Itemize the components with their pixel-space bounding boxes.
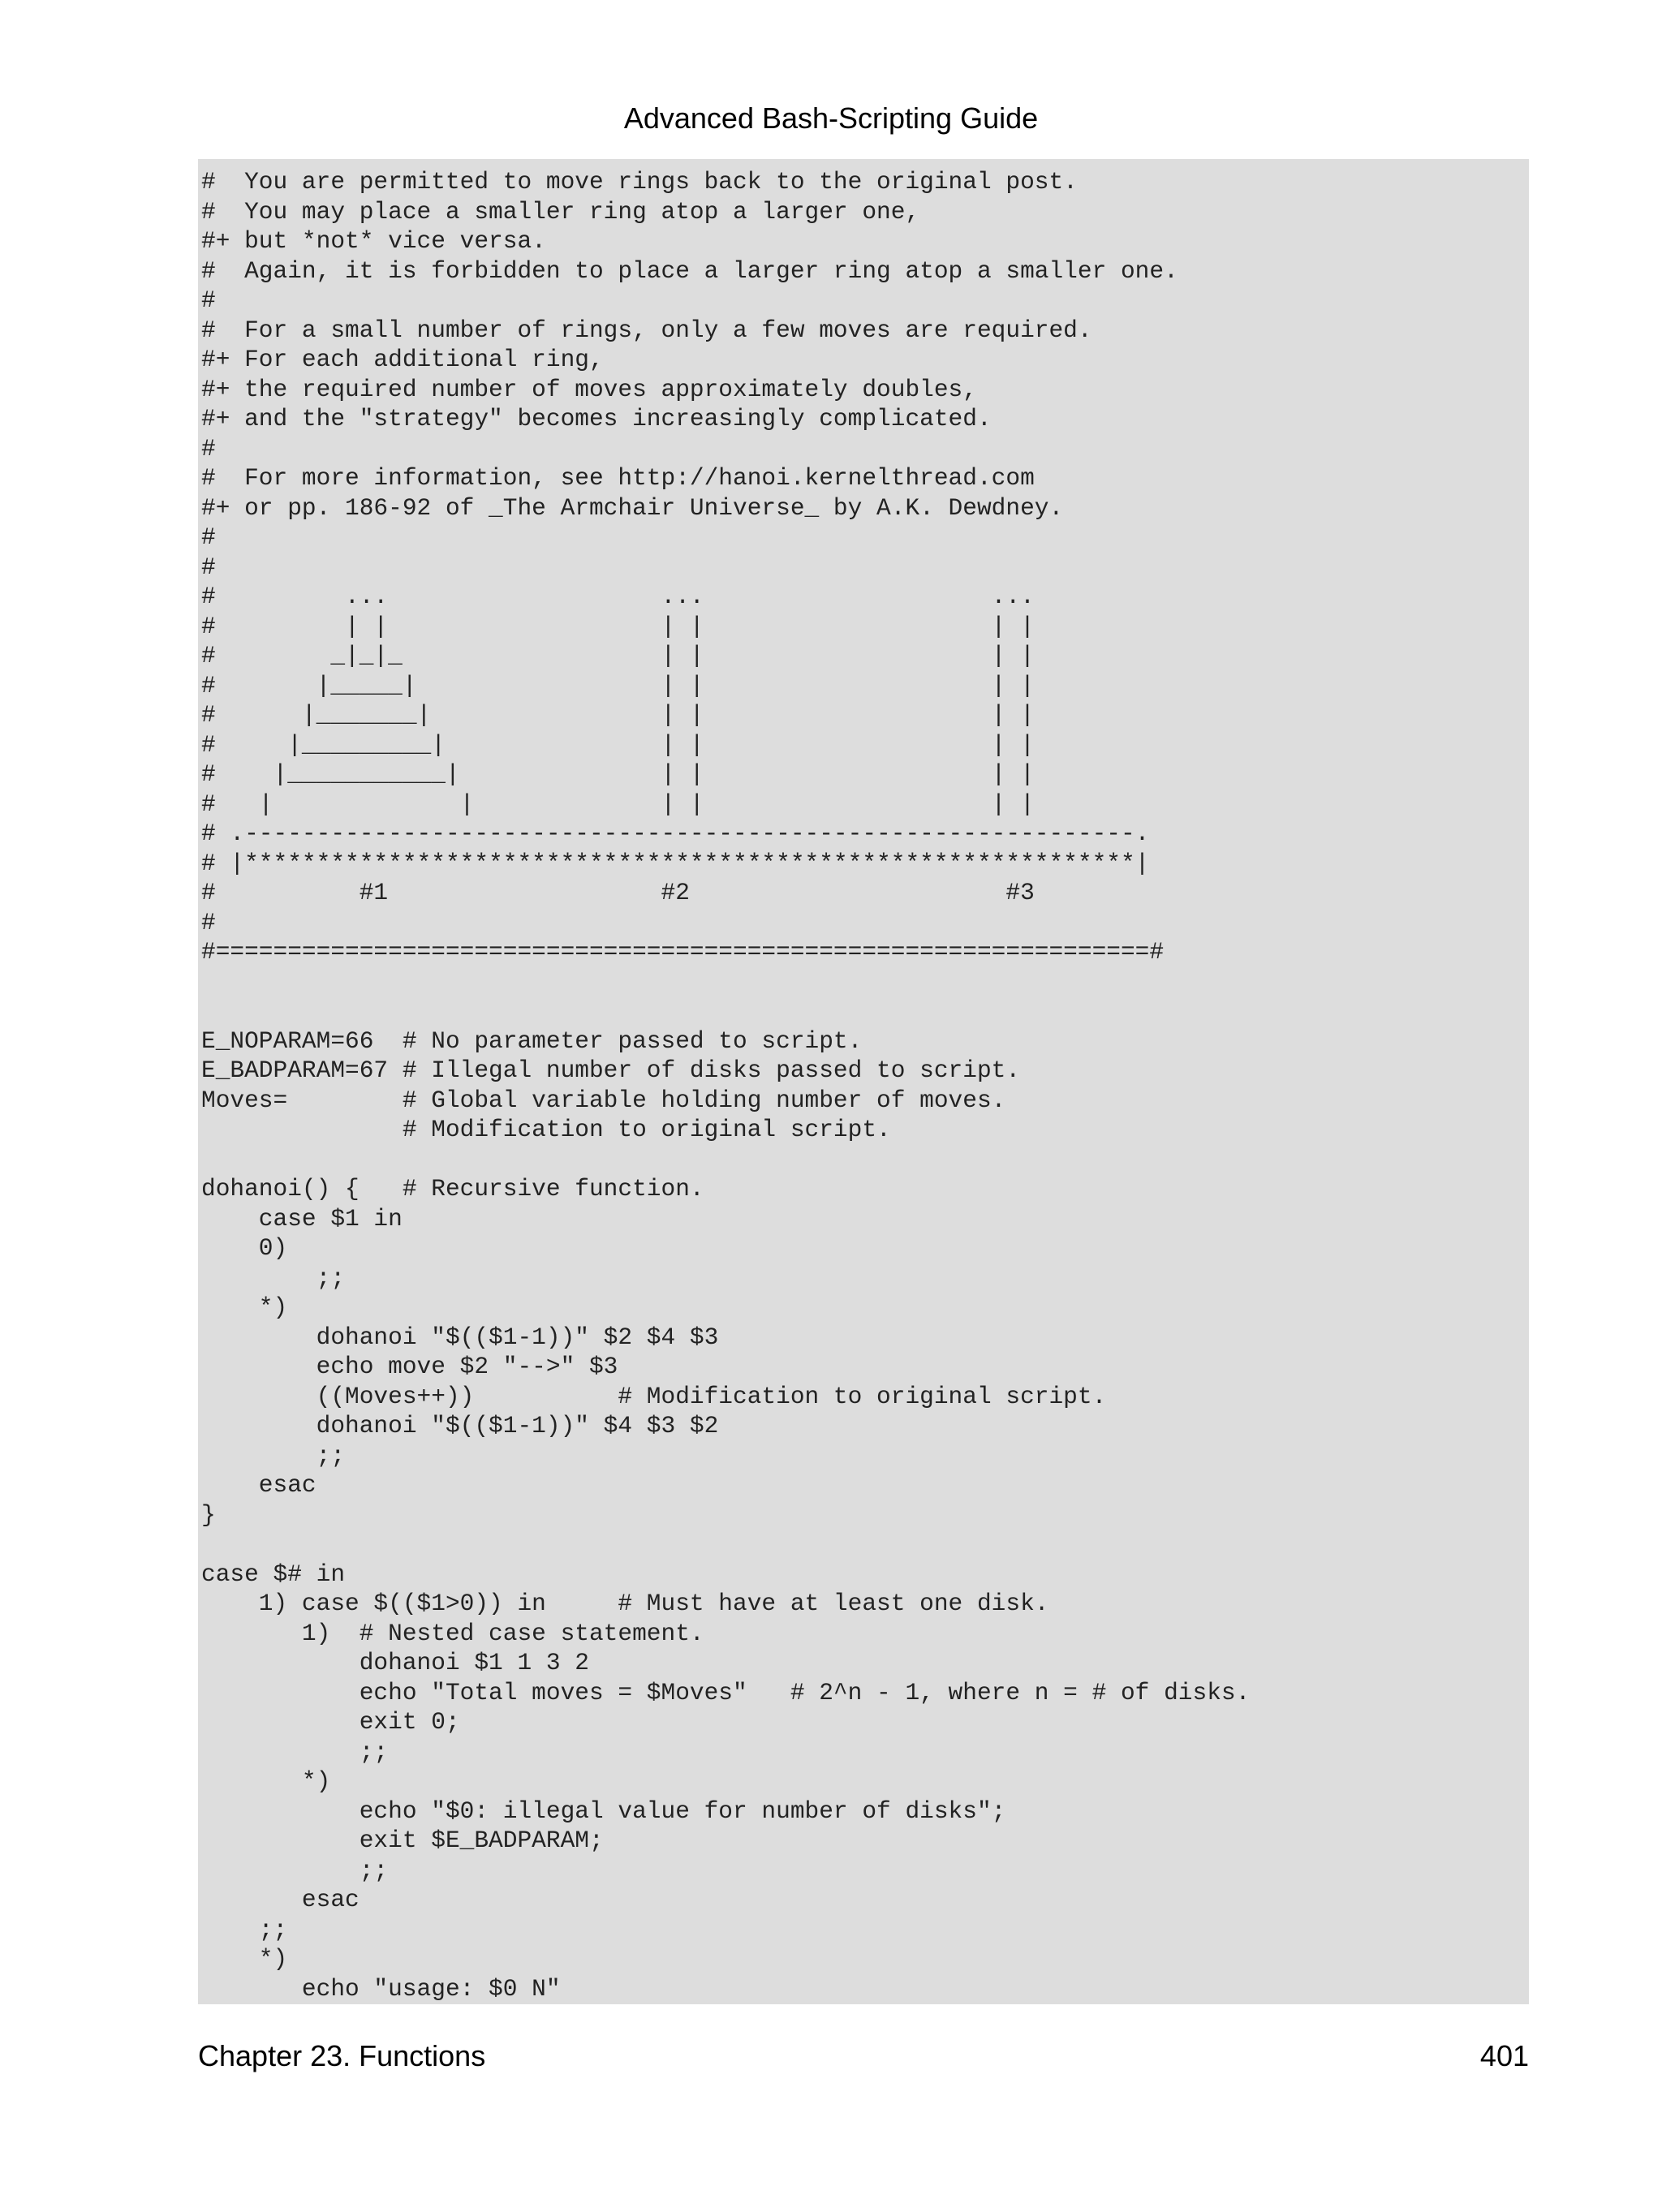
code-line: # _|_|_ | | | | (201, 642, 1035, 669)
code-line: #=================================================================# (201, 938, 1165, 966)
code-line: exit $E_BADPARAM; (201, 1827, 604, 1854)
code-line: esac (201, 1471, 316, 1499)
code-line: # |_________| | | | | (201, 730, 1035, 759)
code-line: #+ the required number of moves approximately doubles, (201, 375, 977, 403)
code-line: dohanoi $1 1 3 2 (201, 1649, 589, 1676)
code-line: # |_______| | | | | (201, 701, 1035, 729)
code-line: # ... ... ... (201, 583, 1035, 610)
code-line: # Modification to original script. (201, 1116, 891, 1143)
code-line: E_BADPARAM=67 # Illegal number of disks passed to script. (201, 1057, 1021, 1084)
chapter-title: Chapter 23. Functions (198, 2039, 486, 2072)
code-line: # You may place a smaller ring atop a larger one, (201, 197, 920, 226)
code-line: ;; (201, 1915, 288, 1943)
code-line: # (201, 523, 216, 551)
code-line: # |___________| | | | | (201, 760, 1035, 788)
code-line: *) (201, 1945, 288, 1973)
code-line: # (201, 286, 216, 314)
code-line: # |_____| | | | | (201, 671, 1035, 699)
code-line (201, 967, 1529, 997)
code-line: E_NOPARAM=66 # No parameter passed to script. (201, 1026, 863, 1055)
code-line (201, 1530, 1529, 1560)
code-line: dohanoi "$(($1-1))" $4 $3 $2 (201, 1412, 719, 1440)
code-line: #+ but *not* vice versa. (201, 227, 546, 255)
code-line: Moves= # Global variable holding number of moves. (201, 1086, 1006, 1114)
code-line: #+ For each additional ring, (201, 346, 604, 373)
code-line: # #1 #2 #3 (201, 879, 1035, 906)
code-line: *) (201, 1767, 331, 1795)
code-line: case $# in (201, 1560, 346, 1588)
code-line: echo "usage: $0 N" (201, 1974, 561, 2003)
page-header-title: Advanced Bash-Scripting Guide (623, 101, 1039, 135)
code-line (201, 996, 1529, 1026)
code-line: # (201, 908, 216, 936)
code-line: dohanoi "$(($1-1))" $2 $4 $3 (201, 1323, 719, 1351)
code-line: case $1 in (201, 1204, 403, 1233)
code-line: #+ and the "strategy" becomes increasingly complicated. (201, 405, 992, 433)
code-line: ;; (201, 1263, 346, 1292)
code-line: exit 0; (201, 1708, 460, 1736)
code-line: 1) # Nested case statement. (201, 1619, 704, 1647)
code-line: echo "$0: illegal value for number of disks"; (201, 1797, 1006, 1825)
code-line: # | | | | | | (201, 790, 1035, 818)
page-number: 401 (1479, 2039, 1529, 2072)
code-line: # For more information, see http://hanoi.kernelthread.com (201, 464, 1035, 492)
code-line: # (201, 434, 216, 463)
code-line: dohanoi() { # Recursive function. (201, 1175, 704, 1203)
code-line: # You are permitted to move rings back to the original post. (201, 168, 1078, 196)
code-line: # Again, it is forbidden to place a larger ring atop a smaller one. (201, 256, 1178, 285)
code-line: ;; (201, 1441, 346, 1470)
code-line: } (201, 1500, 216, 1529)
code-line: ((Moves++)) # Modification to original script. (201, 1382, 1107, 1410)
code-line: # | | | | | | (201, 612, 1035, 640)
code-line: #+ or pp. 186-92 of _The Armchair Universe_ by A.K. Dewdney. (201, 493, 1064, 522)
code-listing (198, 159, 1529, 2004)
code-line: ;; (201, 1737, 389, 1766)
code-line: ;; (201, 1856, 389, 1884)
code-line (201, 1145, 1529, 1175)
code-line: *) (201, 1293, 288, 1321)
code-line: 0) (201, 1234, 288, 1262)
code-line: esac (201, 1886, 360, 1913)
code-line: 1) case $(($1>0)) in # Must have at least one disk. (201, 1590, 1049, 1617)
code-line: # .--------------------------------------------------------------. (201, 820, 1150, 847)
code-line: echo "Total moves = $Moves" # 2^n - 1, where n = # of disks. (201, 1678, 1251, 1706)
code-line: echo move $2 "-->" $3 (201, 1353, 618, 1380)
code-line: # |**************************************************************| (201, 849, 1150, 877)
code-line: # (201, 553, 216, 581)
code-line: # For a small number of rings, only a few moves are required. (201, 316, 1092, 344)
